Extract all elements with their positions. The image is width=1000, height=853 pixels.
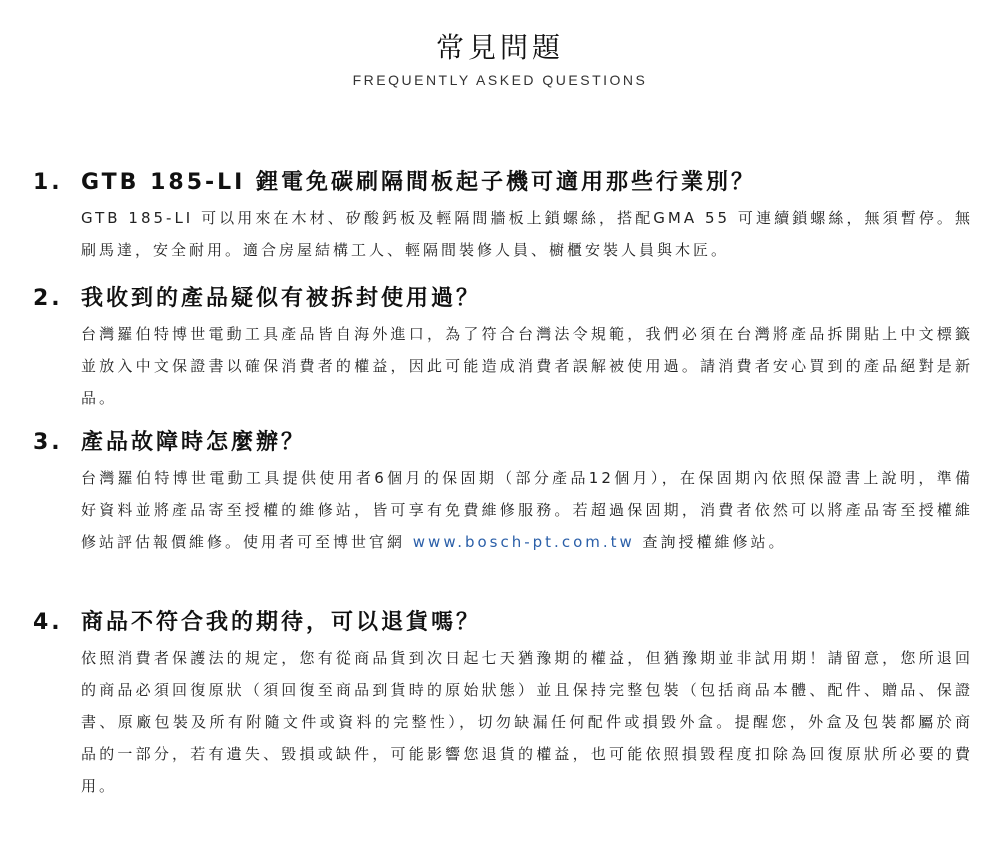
faq-question-text: 我收到的產品疑似有被拆封使用過？ (81, 286, 482, 311)
page-subtitle: FREQUENTLY ASKED QUESTIONS (352, 72, 648, 88)
faq-answer (81, 462, 973, 558)
faq-answer-text: 台灣羅伯特博世電動工具提供使用者6個月的保固期（部分產品12個月），在保固期內依照保證書上說明，準備好資料並將產品寄至授權的維修站，皆可享有免費維修服務。若超過保固期，消費者依然可以將產品寄至授權維修站評估報價維修。使用者可至博世官網 (81, 469, 973, 551)
faq-question-text: 商品不符合我的期待，可以退貨嗎？ (81, 610, 482, 635)
faq-item-2 (33, 284, 973, 414)
page-header (0, 0, 1000, 88)
faq-number: 3. (33, 430, 63, 455)
faq-item-3 (33, 428, 973, 558)
faq-question (33, 428, 973, 458)
faq-number: 2. (33, 286, 63, 311)
faq-answer-text-end: 查詢授權維修站。 (634, 533, 787, 551)
faq-question (33, 608, 973, 638)
faq-answer: 台灣羅伯特博世電動工具產品皆自海外進口，為了符合台灣法令規範，我們必須在台灣將產品拆開貼上中文標籤並放入中文保證書以確保消費者的權益，因此可能造成消費者誤解被使用過。請消費者安心買到的產品絕對是新品。 (81, 325, 973, 407)
faq-question (33, 168, 973, 198)
bosch-website-link[interactable]: www.bosch-pt.com.tw (412, 533, 635, 551)
faq-question-text: 產品故障時怎麼辦？ (81, 430, 307, 455)
faq-number: 1. (33, 170, 63, 195)
faq-question-text: GTB 185-LI 鋰電免碳刷隔間板起子機可適用那些行業別？ (81, 170, 757, 195)
faq-answer: 依照消費者保護法的規定，您有從商品貨到次日起七天猶豫期的權益，但猶豫期並非試用期！請留意，您所退回的商品必須回復原狀（須回復至商品到貨時的原始狀態）並且保持完整包裝（包括商品本體、配件、贈品、保證書、原廠包裝及所有附隨文件或資料的完整性），切勿缺漏任何配件或損毀外盒。提醒您，外盒及包裝都屬於商品的一部分，若有遺失、毀損或缺件，可能影響您退貨的權益，也可能依照損毀程度扣除為回復原狀所必要的費用。 (81, 649, 973, 795)
faq-item-1 (33, 168, 973, 266)
faq-answer: GTB 185-LI 可以用來在木材、矽酸鈣板及輕隔間牆板上鎖螺絲，搭配GMA 55 可連續鎖螺絲，無須暫停。無刷馬達，安全耐用。適合房屋結構工人、輕隔間裝修人員、櫥櫃安裝人員與木匠。 (81, 209, 973, 259)
page-title: 常見問題 (435, 31, 564, 64)
faq-number: 4. (33, 610, 63, 635)
faq-item-4 (33, 608, 973, 802)
faq-question (33, 284, 973, 314)
